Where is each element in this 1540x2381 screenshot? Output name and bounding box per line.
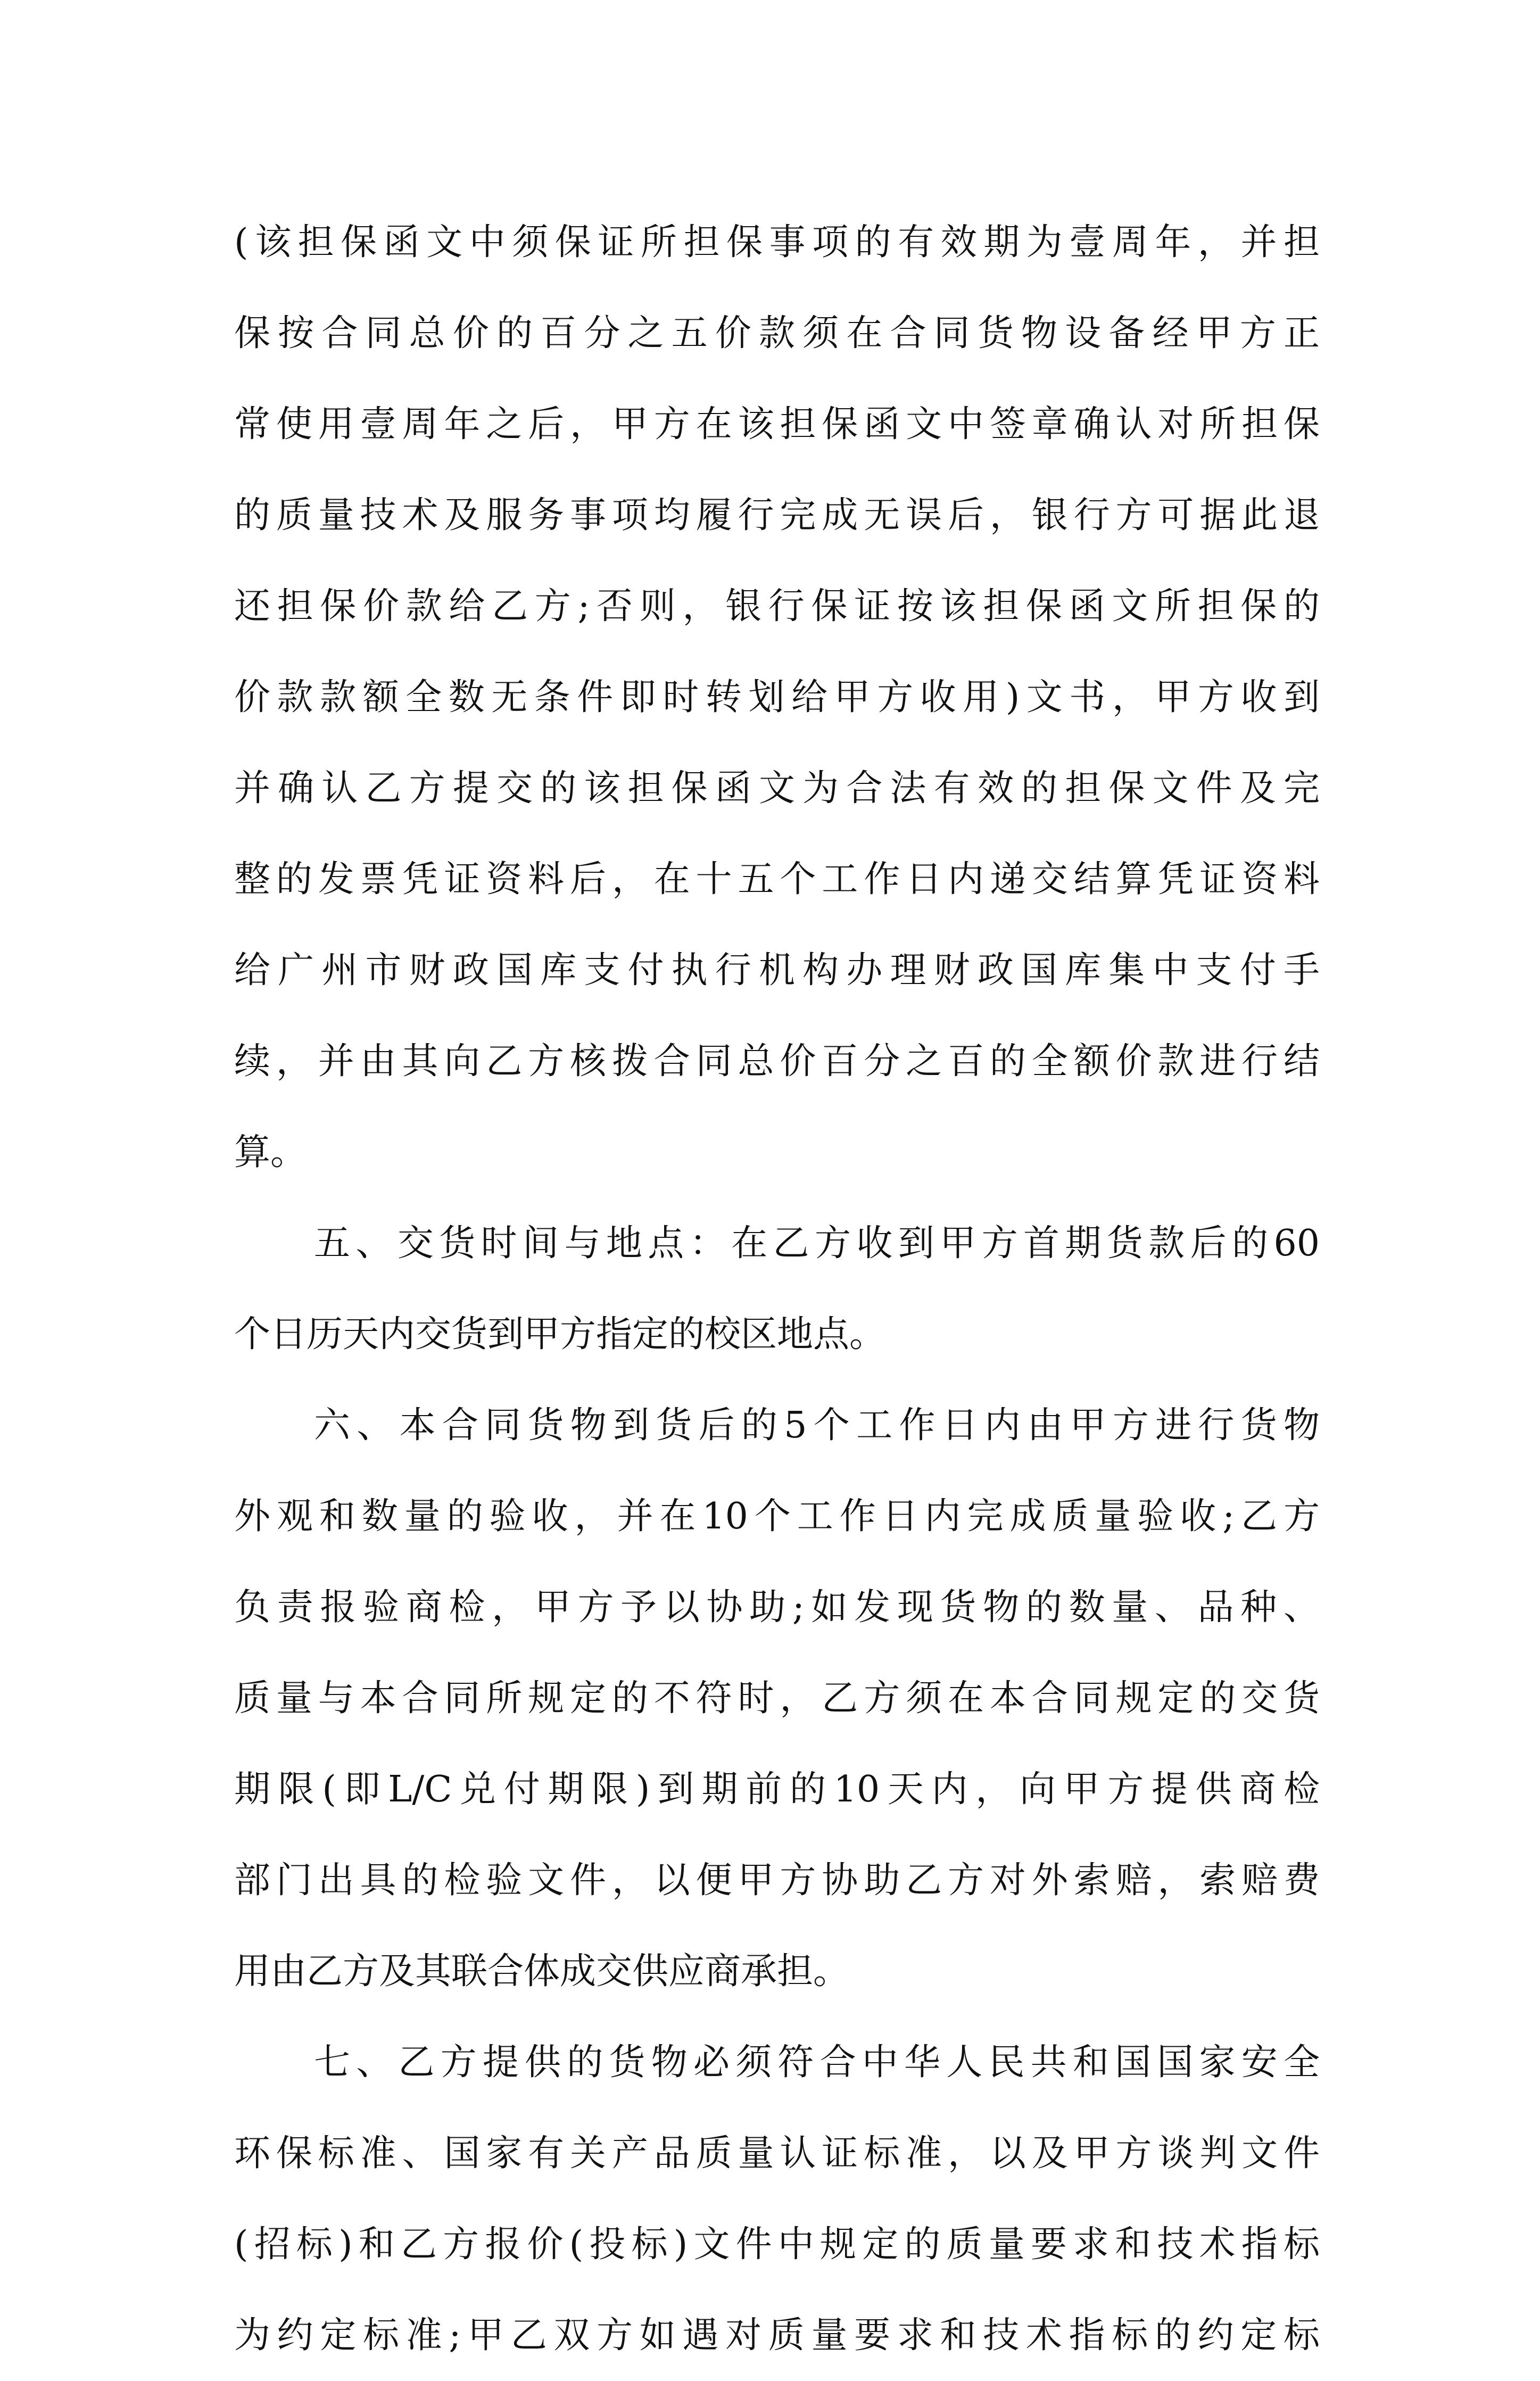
text-line: 外观和数量的验收，并在10个工作日内完成质量验收;乙方 [234, 1495, 1320, 1537]
text-line: (该担保函文中须保证所担保事项的有效期为壹周年，并担 [234, 221, 1320, 263]
text-line: 质量与本合同所规定的不符时，乙方须在本合同规定的交货 [234, 1677, 1320, 1719]
text-line: 环保标准、国家有关产品质量认证标准，以及甲方谈判文件 [234, 2132, 1320, 2175]
text-line: 个日历天内交货到甲方指定的校区地点。 [234, 1313, 886, 1355]
text-line: 并确认乙方提交的该担保函文为合法有效的担保文件及完 [234, 767, 1320, 809]
paragraph-delivery-time [234, 1198, 1320, 1380]
paragraph-inspection [234, 1380, 1320, 2017]
text-line: 保按合同总价的百分之五价款须在合同货物设备经甲方正 [234, 312, 1320, 354]
document-body [234, 197, 1320, 2381]
text-line: 用由乙方及其联合体成交供应商承担。 [234, 1950, 850, 1993]
text-line: 整的发票凭证资料后，在十五个工作日内递交结算凭证资料 [234, 858, 1320, 900]
text-line: (招标)和乙方报价(投标)文件中规定的质量要求和技术指标 [234, 2223, 1320, 2266]
text-line: 算。 [234, 1131, 307, 1173]
text-line: 价款款额全数无条件即时转划给甲方收用)文书，甲方收到 [234, 676, 1320, 718]
text-line: 续，并由其向乙方核拨合同总价百分之百的全额价款进行结 [234, 1040, 1320, 1082]
text-line: 负责报验商检，甲方予以协助;如发现货物的数量、品种、 [234, 1586, 1320, 1628]
paragraph-quality-standards [234, 2017, 1320, 2381]
text-line: 还担保价款给乙方;否则，银行保证按该担保函文所担保的 [234, 585, 1320, 627]
text-line: 常使用壹周年之后，甲方在该担保函文中签章确认对所担保 [234, 403, 1320, 445]
text-line: 七、乙方提供的货物必须符合中华人民共和国国家安全 [314, 2041, 1320, 2084]
paragraph-guarantee-terms [234, 197, 1320, 1198]
text-line: 期限(即L/C兑付期限)到期前的10天内，向甲方提供商检 [234, 1768, 1320, 1810]
text-line: 六、本合同货物到货后的5个工作日内由甲方进行货物 [314, 1404, 1320, 1446]
text-line: 给广州市财政国库支付执行机构办理财政国库集中支付手 [234, 949, 1320, 991]
text-line: 五、交货时间与地点：在乙方收到甲方首期货款后的60 [314, 1222, 1320, 1264]
text-line: 的质量技术及服务事项均履行完成无误后，银行方可据此退 [234, 494, 1320, 536]
text-line: 为约定标准;甲乙双方如遇对质量要求和技术指标的约定标 [234, 2314, 1320, 2357]
text-line: 部门出具的检验文件，以便甲方协助乙方对外索赔，索赔费 [234, 1859, 1320, 1902]
